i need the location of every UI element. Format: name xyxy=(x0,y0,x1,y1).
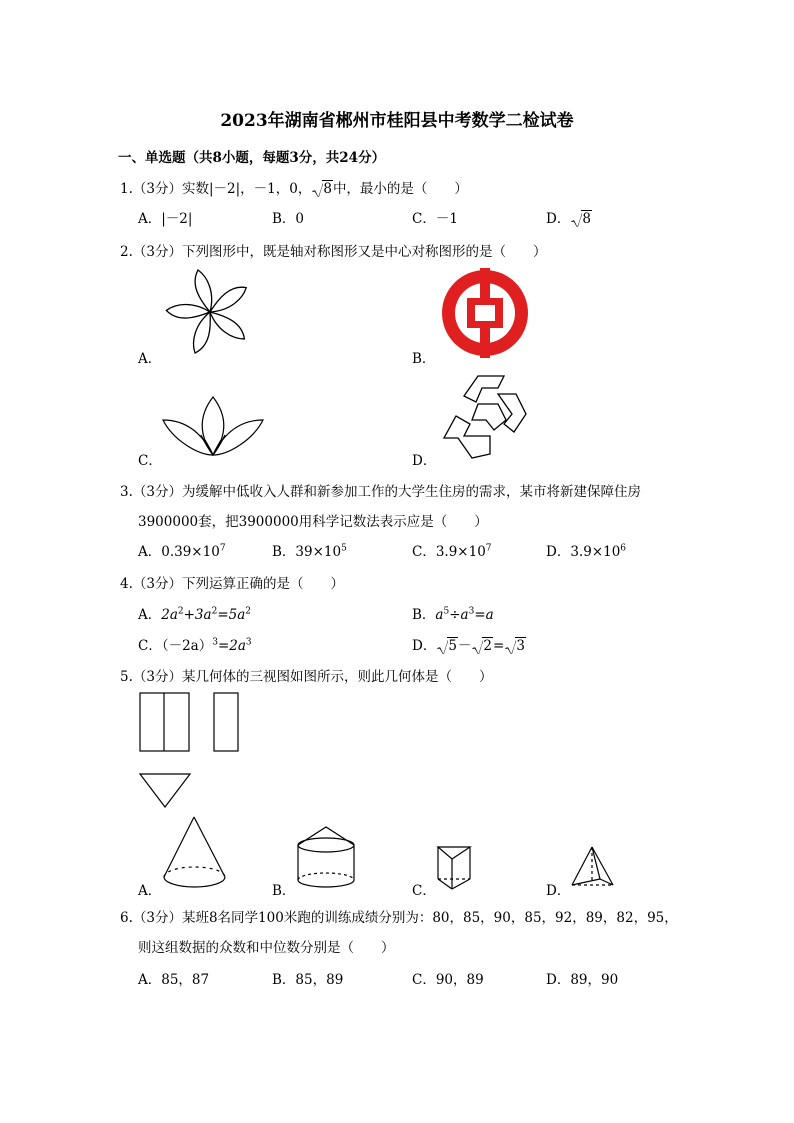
q6-option-b: B．85，89 xyxy=(272,972,344,988)
recycle-figure xyxy=(442,374,528,460)
cylinder-cone-figure xyxy=(296,825,356,890)
q3-option-a: A．$0.39\times 10^7$ xyxy=(138,543,226,560)
q3-option-d: D．$3.9\times 10^6$ xyxy=(546,543,627,560)
q4-option-a: A．$2a^2+3a^2=5a^2$ xyxy=(138,606,251,623)
q6-option-a: A．85，87 xyxy=(138,972,210,988)
question-2-stem: 2.（3分）下列图形中，既是轴对称图形又是中心对称图形的是（ ） xyxy=(120,244,547,260)
three-view-figure xyxy=(139,692,249,812)
question-3-stem-line1: 3.（3分）为缓解中低收入人群和新参加工作的大学生住房的需求，某市将新建保障住房 xyxy=(120,484,641,500)
q3-option-c: C．$3.9\times 10^7$ xyxy=(412,543,492,560)
q4-option-b: B．$a^5\div a^3=a$ xyxy=(412,606,494,623)
q2-option-c: C． xyxy=(138,453,162,469)
question-4-stem: 4.（3分）下列运算正确的是（ ） xyxy=(120,576,344,592)
section-heading: 一、单选题（共8小题，每题3分，共24分） xyxy=(118,150,386,166)
q1-option-b: B．0 xyxy=(272,211,305,227)
question-3-stem-line2: 3900000套，把3900000用科学记数法表示应是（ ） xyxy=(138,514,488,530)
q5-option-c: C． xyxy=(412,883,436,899)
q5-option-b: B． xyxy=(272,883,296,899)
q1-option-d: D． 8 xyxy=(546,211,591,227)
q5-option-d: D． xyxy=(546,883,571,899)
q4-option-c: C．$(-2a)^3=2a^3$ xyxy=(138,637,252,654)
q3-option-b: B．$39\times 10^5$ xyxy=(272,543,347,560)
q6-option-c: C．90，89 xyxy=(412,972,484,988)
q2-option-d: D． xyxy=(412,453,437,469)
question-1-stem xyxy=(120,177,468,197)
question-6-stem-line1: 6.（3分）某班8名同学100米跑的训练成绩分别为：80，85，90，85，92，89，82，95， xyxy=(120,910,678,926)
q6-option-d: D．89，90 xyxy=(546,972,619,988)
q1-option-c: C．－1 xyxy=(412,211,458,227)
pinwheel-figure xyxy=(160,265,260,360)
q1-option-a: A．|－2| xyxy=(138,211,193,227)
q2-option-a: A． xyxy=(138,351,162,367)
triangular-pyramid-figure xyxy=(570,845,615,890)
cone-figure xyxy=(162,815,227,890)
q5-option-a: A． xyxy=(138,883,162,899)
sqrt-8-option: 8 xyxy=(571,211,592,227)
q2-option-b: B． xyxy=(412,351,436,367)
bank-logo-figure xyxy=(440,268,530,358)
q1-stem-part-b: 中，最小的是（ ） xyxy=(332,181,468,197)
lotus-figure xyxy=(163,395,263,460)
question-6-stem-line2: 则这组数据的众数和中位数分别是（ ） xyxy=(138,940,395,956)
page-title: 2023年湖南省郴州市桂阳县中考数学二检试卷 xyxy=(220,111,574,131)
question-5-stem: 5.（3分）某几何体的三视图如图所示，则此几何体是（ ） xyxy=(120,669,493,685)
triangular-prism-figure xyxy=(436,845,476,890)
sqrt-8: 8 xyxy=(312,181,333,197)
q4-option-d: D． 5－ 2= 3 xyxy=(412,638,525,654)
q1-stem-part-a: 1.（3分）实数|－2|，－1，0， xyxy=(120,181,312,197)
